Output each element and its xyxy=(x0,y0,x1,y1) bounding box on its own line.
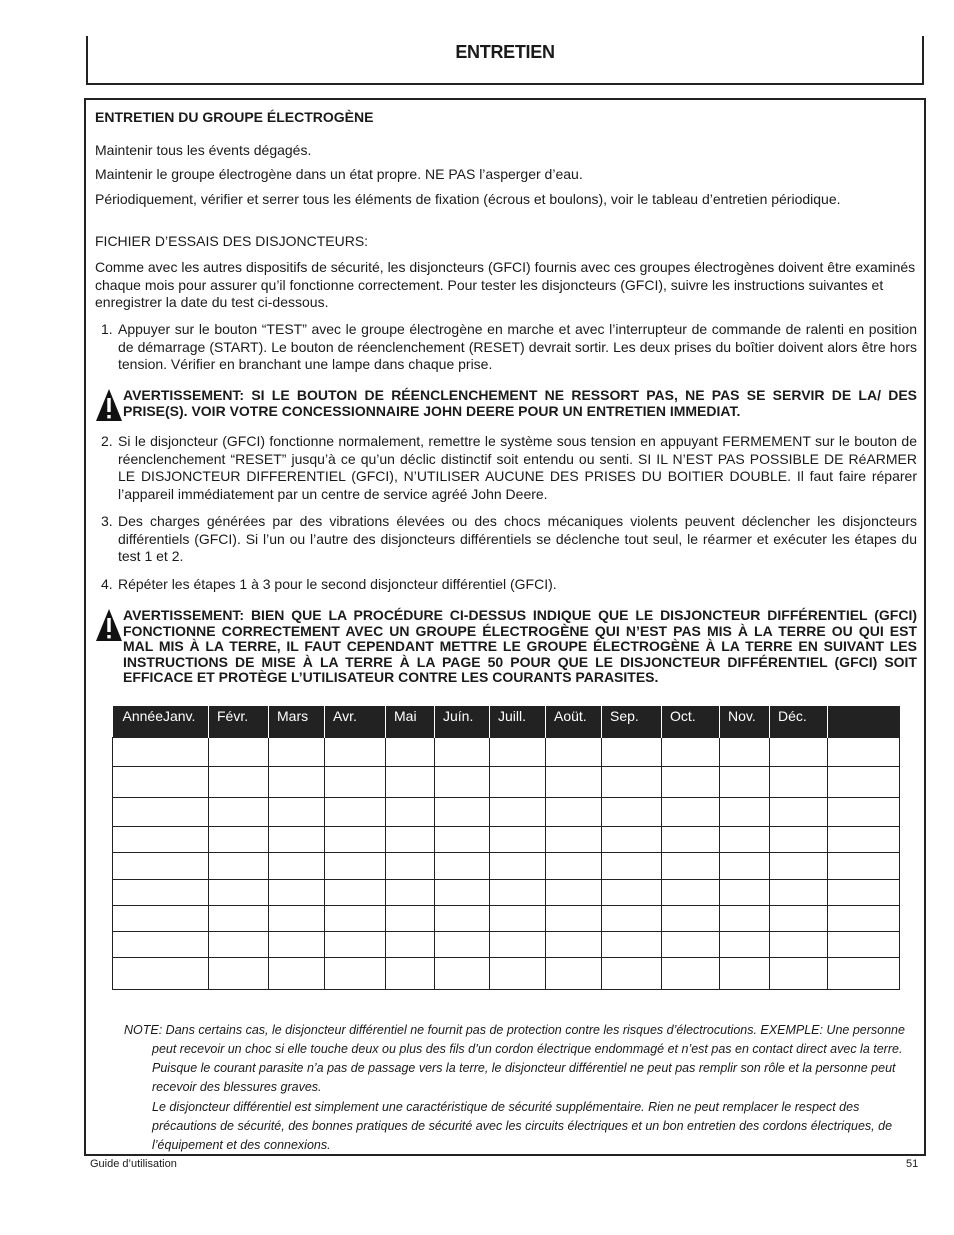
table-cell xyxy=(602,931,662,957)
table-cell xyxy=(770,957,828,989)
note xyxy=(124,1021,918,1097)
table-cell xyxy=(662,797,720,826)
table-cell xyxy=(209,797,269,826)
list-number: 3. xyxy=(101,513,113,529)
table-cell xyxy=(720,879,770,905)
table-cell xyxy=(720,957,770,989)
table-cell xyxy=(602,905,662,931)
table-row xyxy=(113,852,900,879)
table-cell xyxy=(435,797,490,826)
table-cell xyxy=(490,879,546,905)
table-cell xyxy=(209,931,269,957)
table-cell xyxy=(770,931,828,957)
table-cell xyxy=(490,797,546,826)
table-header-row xyxy=(113,706,900,737)
paragraph: Maintenir le groupe électrogène dans un état propre. NE PAS l’asperger d’eau. xyxy=(95,166,583,182)
table-cell xyxy=(325,737,386,766)
table-cell xyxy=(720,905,770,931)
list-text: Si le disjoncteur (GFCI) fonctionne normalement, remettre le système sous tension en appuyant FERMEMENT sur le bouton de réenclenchement “RESET” jusqu’à ce qu’un déclic distinctif soit entendu ou senti. SI IL N’EST PAS POSSIBLE DE RéARMER LE DISJONCTEUR DIFFERENTIEL (GFCI), N’UTILISER AUCUNE DES PRISES DU BOITIER DOUBLE. Il faut faire réparer l’appareil immédiatement par un centre de service agréé John Deere. xyxy=(118,433,917,502)
table-cell xyxy=(490,737,546,766)
table-cell xyxy=(720,766,770,797)
table-header-cell: Mars xyxy=(269,706,325,737)
table-cell xyxy=(269,797,325,826)
table-cell xyxy=(325,905,386,931)
table-cell xyxy=(209,852,269,879)
table-cell xyxy=(113,905,209,931)
paragraph: Périodiquement, vérifier et serrer tous les éléments de fixation (écrous et boulons), voir le tableau d’entretien périodique. xyxy=(95,191,841,207)
table-cell xyxy=(720,737,770,766)
table-row xyxy=(113,797,900,826)
table-row xyxy=(113,826,900,852)
table-cell xyxy=(113,931,209,957)
table-cell xyxy=(828,766,900,797)
table-cell xyxy=(386,826,435,852)
table-cell xyxy=(113,852,209,879)
table-cell xyxy=(386,931,435,957)
table-cell xyxy=(269,737,325,766)
table-header-cell: Févr. xyxy=(209,706,269,737)
chapter-header xyxy=(86,36,924,85)
table-cell xyxy=(209,826,269,852)
page-number: 51 xyxy=(906,1158,919,1170)
table-row xyxy=(113,957,900,989)
table-cell xyxy=(602,852,662,879)
warning-text: AVERTISSEMENT: SI LE BOUTON DE RÉENCLENCHEMENT NE RESSORT PAS, NE PAS SE SERVIR DE LA/ DES PRISE(S). VOIR VOTRE CONCESSIONNAIRE JOHN DEERE POUR UN ENTRETIEN IMMEDIAT. xyxy=(123,387,917,419)
table-cell xyxy=(546,957,602,989)
table-cell xyxy=(386,797,435,826)
table-cell xyxy=(828,931,900,957)
table-row xyxy=(113,905,900,931)
list-text: Répéter les étapes 1 à 3 pour le second disjoncteur différentiel (GFCI). xyxy=(118,576,557,592)
table-header-cell: AnnéeJanv. xyxy=(113,706,209,737)
table-cell xyxy=(325,957,386,989)
table-cell xyxy=(546,737,602,766)
list-number: 4. xyxy=(101,576,113,592)
table-row xyxy=(113,931,900,957)
table-cell xyxy=(546,879,602,905)
table-cell xyxy=(602,766,662,797)
chapter-title: ENTRETIEN xyxy=(455,42,555,62)
table-cell xyxy=(113,797,209,826)
table-cell xyxy=(828,797,900,826)
table-cell xyxy=(386,737,435,766)
note-continuation: Le disjoncteur différentiel est simplement une caractéristique de sécurité supplémentaire. Rien ne peut remplacer le respect des précautions de sécurité, des bonnes pratiques de sécurité avec les circuits électriques et un bon entretien des cordons électriques, de l’équipement et des connexions. xyxy=(152,1100,893,1152)
table-cell xyxy=(386,852,435,879)
table-cell xyxy=(209,737,269,766)
table-cell xyxy=(113,957,209,989)
table-cell xyxy=(435,879,490,905)
table-cell xyxy=(770,797,828,826)
table-cell xyxy=(269,957,325,989)
table-cell xyxy=(770,737,828,766)
table-cell xyxy=(662,737,720,766)
table-header-cell: Mai xyxy=(386,706,435,737)
footer-guide-label: Guide d’utilisation xyxy=(90,1158,177,1170)
table-cell xyxy=(662,766,720,797)
table-header-cell: Avr. xyxy=(325,706,386,737)
table-cell xyxy=(490,766,546,797)
table-cell xyxy=(828,852,900,879)
list-text: Appuyer sur le bouton “TEST” avec le groupe électrogène en marche et avec l’interrupteur de commande de ralenti en position de démarrage (START). Le bouton de réenclenchement (RESET) devrait sortir. Les deux prises du boîtier doivent alors être hors tension. Vérifier en branchant une lampe dans chaque prise. xyxy=(118,321,917,372)
table-cell xyxy=(490,957,546,989)
warning-icon xyxy=(95,608,123,642)
note-text: NOTE: Dans certains cas, le disjoncteur différentiel ne fournit pas de protection contre les risques d’électrocutions. EXEMPLE: Une personne peut recevoir un choc si elle touche deux ou plus des fils d’un cordon électrique endommagé et n’est pas en contact direct avec la terre. Puisque le courant parasite n’a pas de passage vers la terre, le disjoncteur différentiel ne peut pas remplir son rôle et la personne peut recevoir des blessures graves. xyxy=(124,1023,905,1094)
table-cell xyxy=(662,879,720,905)
table-cell xyxy=(828,879,900,905)
table-cell xyxy=(770,766,828,797)
warning-icon xyxy=(95,388,123,422)
table-cell xyxy=(770,852,828,879)
list-number: 2. xyxy=(101,433,113,449)
list-text: Des charges générées par des vibrations élevées ou des chocs mécaniques violents peuvent déclencher les disjoncteurs différentiels (GFCI). Si l’un ou l’autre des disjoncteurs différentiels se déclenche tout seul, le réarmer et exécuter les étapes du test 1 et 2. xyxy=(118,513,917,564)
table-cell xyxy=(435,737,490,766)
table-cell xyxy=(602,826,662,852)
table-cell xyxy=(602,737,662,766)
table-cell xyxy=(662,852,720,879)
table-cell xyxy=(325,931,386,957)
section-title: ENTRETIEN DU GROUPE ÉLECTROGÈNE xyxy=(95,109,374,125)
table-cell xyxy=(490,852,546,879)
table-cell xyxy=(435,905,490,931)
table-header-cell: Sep. xyxy=(602,706,662,737)
table-cell xyxy=(113,826,209,852)
table-cell xyxy=(828,826,900,852)
table-cell xyxy=(113,737,209,766)
table-header-cell: Juín. xyxy=(435,706,490,737)
table-cell xyxy=(209,879,269,905)
table-cell xyxy=(386,766,435,797)
paragraph: Comme avec les autres dispositifs de sécurité, les disjoncteurs (GFCI) fournis avec ces groupes électrogènes doivent être examinés chaque mois pour assurer qu’il fonctionne correctement. Pour tester les disjoncteurs (GFCI), suivre les instructions suivantes et enregistrer la date du test ci-dessous. xyxy=(95,259,916,310)
table-row xyxy=(113,737,900,766)
table-cell xyxy=(269,826,325,852)
paragraph: FICHIER D’ESSAIS DES DISJONCTEURS: xyxy=(95,233,369,249)
table-cell xyxy=(269,852,325,879)
table-header-cell: Oct. xyxy=(662,706,720,737)
table-cell xyxy=(602,957,662,989)
table-cell xyxy=(325,797,386,826)
table-cell xyxy=(386,957,435,989)
table-cell xyxy=(662,931,720,957)
table-cell xyxy=(325,852,386,879)
table-cell xyxy=(435,826,490,852)
table-cell xyxy=(720,852,770,879)
table-cell xyxy=(435,766,490,797)
table-header-cell: Aoüt. xyxy=(546,706,602,737)
table-row xyxy=(113,766,900,797)
table-cell xyxy=(490,826,546,852)
table-cell xyxy=(269,766,325,797)
table-cell xyxy=(602,797,662,826)
table-cell xyxy=(662,957,720,989)
table-cell xyxy=(828,737,900,766)
table-cell xyxy=(770,879,828,905)
table-cell xyxy=(113,766,209,797)
table-cell xyxy=(602,879,662,905)
table-cell xyxy=(325,766,386,797)
table-cell xyxy=(720,826,770,852)
table-cell xyxy=(269,879,325,905)
table-cell xyxy=(209,905,269,931)
table-header-cell: Déc. xyxy=(770,706,828,737)
table-cell xyxy=(209,957,269,989)
table-cell xyxy=(435,957,490,989)
table-cell xyxy=(435,931,490,957)
table-cell xyxy=(828,905,900,931)
warning-text: AVERTISSEMENT: BIEN QUE LA PROCÉDURE CI-DESSUS INDIQUE QUE LE DISJONCTEUR DIFFÉRENTIEL (GFCI) FONCTIONNE CORRECTEMENT AVEC UN GROUPE ÉLECTROGÈNE QUI N’EST PAS MIS À LA TERRE OU QUI EST MAL MIS À LA TERRE, IL FAUT CEPENDANT METTRE LE GROUPE ÉLECTROGÈNE À LA TERRE EN SUIVANT LES INSTRUCTIONS DE MISE À LA TERRE À LA PAGE 50 POUR QUE LE DISJONCTEUR DIFFÉRENTIEL (GFCI) SOIT EFFICACE ET PROTÈGE L’UTILISATEUR CONTRE LES COURANTS PARASITES. xyxy=(123,607,917,685)
table-cell xyxy=(546,797,602,826)
table-cell xyxy=(386,879,435,905)
list-number: 1. xyxy=(101,321,113,337)
table-cell xyxy=(770,826,828,852)
table-cell xyxy=(113,879,209,905)
table-cell xyxy=(662,826,720,852)
table-header-cell xyxy=(828,706,900,737)
table-cell xyxy=(490,905,546,931)
table-cell xyxy=(490,931,546,957)
table-cell xyxy=(269,905,325,931)
table-cell xyxy=(662,905,720,931)
table-cell xyxy=(546,826,602,852)
table-cell xyxy=(720,931,770,957)
table-cell xyxy=(269,931,325,957)
table-cell xyxy=(720,797,770,826)
gfci-test-log-table xyxy=(112,706,899,1016)
table-cell xyxy=(770,905,828,931)
table-cell xyxy=(209,766,269,797)
table-cell xyxy=(828,957,900,989)
table-row xyxy=(113,879,900,905)
table-cell xyxy=(546,931,602,957)
table-cell xyxy=(325,826,386,852)
table-header-cell: Juill. xyxy=(490,706,546,737)
table-cell xyxy=(325,879,386,905)
table-cell xyxy=(546,766,602,797)
table-cell xyxy=(435,852,490,879)
table-cell xyxy=(546,905,602,931)
table-cell xyxy=(546,852,602,879)
paragraph: Maintenir tous les évents dégagés. xyxy=(95,142,312,158)
table-header-cell: Nov. xyxy=(720,706,770,737)
table-cell xyxy=(386,905,435,931)
